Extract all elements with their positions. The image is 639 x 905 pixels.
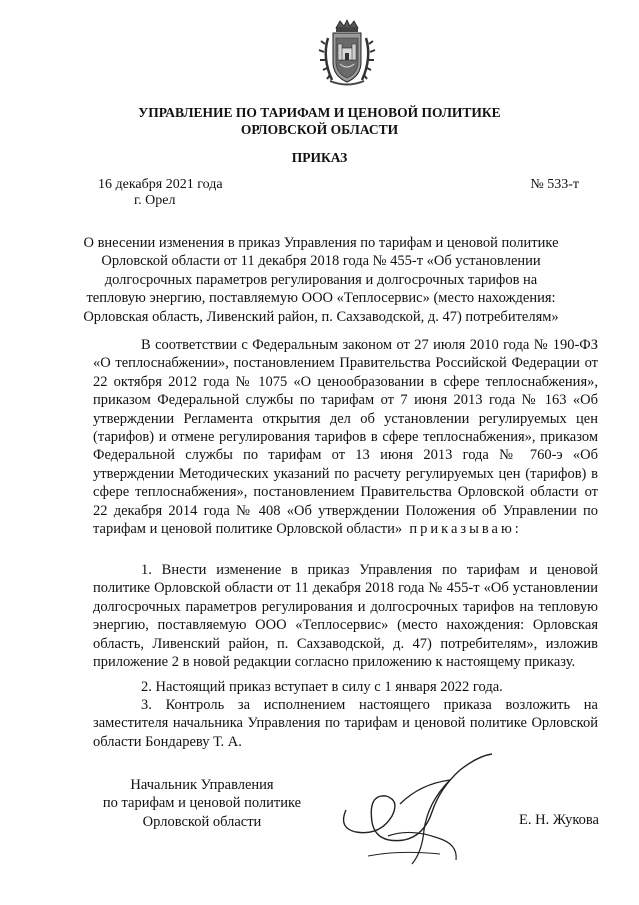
signatory-name: Е. Н. Жукова xyxy=(518,812,599,828)
order-number: № 533-т xyxy=(530,177,579,192)
subject-line: О внесении изменения в приказ Управления по тарифам и ценовой политике xyxy=(83,235,559,251)
order-item-2: 2. Настоящий приказ вступает в силу с 1 января 2022 года. xyxy=(141,679,503,695)
position-line: по тарифам и ценовой политике xyxy=(102,795,302,812)
organization-name xyxy=(0,104,639,138)
order-subject xyxy=(60,234,582,326)
order-item-3: 3. Контроль за исполнением настоящего приказа возложить на заместителя начальника Управления по тарифам и ценовой политике Орловской области Бондареву Т. А. xyxy=(93,697,598,750)
handwritten-signature xyxy=(328,740,518,880)
order-city: г. Орел xyxy=(134,193,176,208)
document-title: ПРИКАЗ xyxy=(291,150,348,165)
subject-line: Орловская область, Ливенский район, п. Сахзаводской, д. 47) потребителям» xyxy=(83,308,559,325)
position-line: Орловской области xyxy=(142,813,262,830)
position-line: Начальник Управления xyxy=(130,777,274,793)
subject-line: долгосрочных параметров регулирования и долгосрочных тарифов на xyxy=(104,271,538,288)
subject-line: тепловую энергию, поставляемую ООО «Теплосервис» (место нахождения: xyxy=(86,290,556,307)
preamble-text: В соответствии с Федеральным законом от 27 июля 2010 года № 190-ФЗ «О теплоснабжении», постановлением Правительства Российской Федерации от 22 октября 2012 года № 1075 «О ценообразовании в сфере теплоснабжения», приказом Федеральной службы по тарифам от 7 июня 2013 года № 163 «Об утверждении Регламента открытия дел об установлении регулируемых цен (тарифов) и отмене регулирования тарифов в сфере теплоснабжения», приказом Федеральной службы по тарифам от 13 июня 2013 года № 760-э «Об утверждении Методических указаний по расчету регулируемых цен (тарифов) в сфере теплоснабжения», постановлением Правительства Орловской области от 22 декабря 2014 года № 408 «Об утверждении Положения об Управлении по тарифам и ценовой политике Орловской области» xyxy=(93,337,598,538)
organization-name-line1: УПРАВЛЕНИЕ ПО ТАРИФАМ И ЦЕНОВОЙ ПОЛИТИКЕ xyxy=(138,105,501,120)
orders-word: приказываю: xyxy=(409,521,522,538)
order-item-1: 1. Внести изменение в приказ Управления по тарифам и ценовой политике Орловской области от 11 декабря 2018 года № 455-т «Об установлении долгосрочных параметров регулирования и долгосрочных тарифов на тепловую энергию, поставляемую ООО «Теплосервис» (место нахождения: Орловская область, Ливенский район, п. Сахзаводской, д. 47) потребителям», изложив приложение 2 в новой редакции согласно приложению к настоящему приказу. xyxy=(93,562,598,671)
order-date: 16 декабря 2021 года xyxy=(98,177,223,192)
preamble-paragraph xyxy=(93,336,598,538)
subject-line: Орловской области от 11 декабря 2018 года № 455-т «Об установлении xyxy=(101,253,541,270)
signatory-position xyxy=(92,776,312,831)
organization-name-line2: ОРЛОВСКОЙ ОБЛАСТИ xyxy=(240,122,399,137)
coat-of-arms-icon xyxy=(318,18,376,90)
